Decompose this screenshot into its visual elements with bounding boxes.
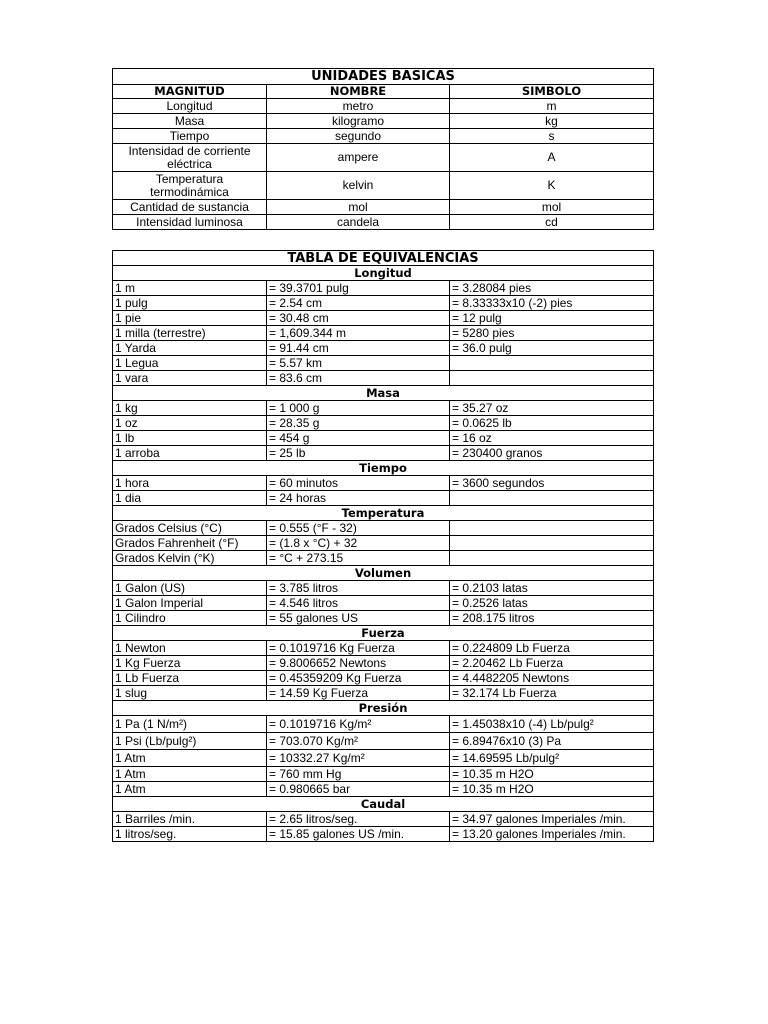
table-row	[113, 215, 654, 230]
alternate-equivalent-cell	[450, 356, 654, 371]
header-magnitud: MAGNITUD	[113, 85, 267, 99]
table-row	[113, 114, 654, 129]
table-row	[113, 782, 654, 797]
alternate-equivalent-cell: = 1.45038x10 (-4) Lb/pulg²	[450, 716, 654, 733]
equivalent-cell: = 30.48 cm	[267, 311, 450, 326]
table-row	[113, 812, 654, 827]
unit-cell: 1 vara	[113, 371, 267, 386]
section-header	[113, 386, 654, 401]
equivalent-cell: = 454 g	[267, 431, 450, 446]
unit-cell: 1 kg	[113, 401, 267, 416]
magnitud-cell: Longitud	[113, 99, 267, 114]
table-row	[113, 431, 654, 446]
nombre-cell: mol	[267, 200, 450, 215]
unit-cell: 1 milla (terrestre)	[113, 326, 267, 341]
nombre-cell: kelvin	[267, 172, 450, 200]
alternate-equivalent-cell: = 14.69595 Lb/pulg²	[450, 750, 654, 767]
alternate-equivalent-cell: = 3.28084 pies	[450, 281, 654, 296]
alternate-equivalent-cell: = 0.0625 lb	[450, 416, 654, 431]
equivalent-cell: = (1.8 x °C) + 32	[267, 536, 450, 551]
header-nombre: NOMBRE	[267, 85, 450, 99]
equivalent-cell: = 2.65 litros/seg.	[267, 812, 450, 827]
unit-cell: 1 Psi (Lb/pulg²)	[113, 733, 267, 750]
alternate-equivalent-cell: = 208.175 litros	[450, 611, 654, 626]
magnitud-cell: Intensidad de corriente eléctrica	[113, 144, 267, 172]
nombre-cell: kilogramo	[267, 114, 450, 129]
magnitud-cell: Intensidad luminosa	[113, 215, 267, 230]
alternate-equivalent-cell	[450, 491, 654, 506]
table-row	[113, 326, 654, 341]
table-row	[113, 476, 654, 491]
unit-cell: 1 Yarda	[113, 341, 267, 356]
equivalent-cell: = 60 minutos	[267, 476, 450, 491]
unit-cell: 1 pie	[113, 311, 267, 326]
table-row	[113, 172, 654, 200]
section-title: Tiempo	[113, 461, 654, 476]
equivalent-cell: = 1 000 g	[267, 401, 450, 416]
table-row	[113, 827, 654, 842]
table-row	[113, 641, 654, 656]
unit-cell: 1 Atm	[113, 767, 267, 782]
table-row	[113, 686, 654, 701]
alternate-equivalent-cell: = 2.20462 Lb Fuerza	[450, 656, 654, 671]
equivalent-cell: = 0.980665 bar	[267, 782, 450, 797]
section-header	[113, 266, 654, 281]
equivalences-title: TABLA DE EQUIVALENCIAS	[113, 251, 654, 266]
header-simbolo: SIMBOLO	[450, 85, 654, 99]
equivalent-cell: = 0.1019716 Kg/m²	[267, 716, 450, 733]
table-row	[113, 144, 654, 172]
basic-units-title: UNIDADES BASICAS	[113, 69, 654, 85]
simbolo-cell: A	[450, 144, 654, 172]
section-header	[113, 797, 654, 812]
unit-cell: 1 Galon (US)	[113, 581, 267, 596]
table-row	[113, 521, 654, 536]
equivalent-cell: = 14.59 Kg Fuerza	[267, 686, 450, 701]
section-header	[113, 506, 654, 521]
table-row	[113, 401, 654, 416]
nombre-cell: metro	[267, 99, 450, 114]
section-header	[113, 626, 654, 641]
alternate-equivalent-cell: = 10.35 m H2O	[450, 782, 654, 797]
section-header	[113, 701, 654, 716]
alternate-equivalent-cell: = 34.97 galones Imperiales /min.	[450, 812, 654, 827]
table-row	[113, 733, 654, 750]
unit-cell: 1 dia	[113, 491, 267, 506]
equivalent-cell: = 10332.27 Kg/m²	[267, 750, 450, 767]
equivalent-cell: = 0.45359209 Kg Fuerza	[267, 671, 450, 686]
equivalent-cell: = 24 horas	[267, 491, 450, 506]
alternate-equivalent-cell	[450, 536, 654, 551]
section-header	[113, 461, 654, 476]
alternate-equivalent-cell	[450, 371, 654, 386]
unit-cell: 1 Atm	[113, 782, 267, 797]
unit-cell: 1 Atm	[113, 750, 267, 767]
equivalent-cell: = 91.44 cm	[267, 341, 450, 356]
equivalent-cell: = 3.785 litros	[267, 581, 450, 596]
magnitud-cell: Temperatura termodinámica	[113, 172, 267, 200]
alternate-equivalent-cell: = 16 oz	[450, 431, 654, 446]
alternate-equivalent-cell: = 6.89476x10 (3) Pa	[450, 733, 654, 750]
alternate-equivalent-cell: = 13.20 galones Imperiales /min.	[450, 827, 654, 842]
section-title: Fuerza	[113, 626, 654, 641]
table-row	[113, 491, 654, 506]
table-row	[113, 551, 654, 566]
table-row	[113, 129, 654, 144]
alternate-equivalent-cell: = 0.2526 latas	[450, 596, 654, 611]
simbolo-cell: mol	[450, 200, 654, 215]
nombre-cell: candela	[267, 215, 450, 230]
unit-cell: Grados Celsius (°C)	[113, 521, 267, 536]
simbolo-cell: kg	[450, 114, 654, 129]
equivalent-cell: = 83.6 cm	[267, 371, 450, 386]
unit-cell: 1 Galon Imperial	[113, 596, 267, 611]
unit-cell: 1 Newton	[113, 641, 267, 656]
alternate-equivalent-cell: = 32.174 Lb Fuerza	[450, 686, 654, 701]
section-title: Longitud	[113, 266, 654, 281]
section-title: Caudal	[113, 797, 654, 812]
alternate-equivalent-cell	[450, 551, 654, 566]
equivalent-cell: = 5.57 km	[267, 356, 450, 371]
nombre-cell: ampere	[267, 144, 450, 172]
nombre-cell: segundo	[267, 129, 450, 144]
table-row	[113, 750, 654, 767]
alternate-equivalent-cell: = 12 pulg	[450, 311, 654, 326]
unit-cell: Grados Kelvin (°K)	[113, 551, 267, 566]
magnitud-cell: Tiempo	[113, 129, 267, 144]
table-row	[113, 536, 654, 551]
unit-cell: 1 Cilindro	[113, 611, 267, 626]
alternate-equivalent-cell	[450, 521, 654, 536]
unit-cell: 1 arroba	[113, 446, 267, 461]
table-row	[113, 656, 654, 671]
table-row	[113, 416, 654, 431]
alternate-equivalent-cell: = 36.0 pulg	[450, 341, 654, 356]
section-title: Presión	[113, 701, 654, 716]
unit-cell: 1 lb	[113, 431, 267, 446]
table-row	[113, 581, 654, 596]
equivalent-cell: = 2.54 cm	[267, 296, 450, 311]
table-row	[113, 281, 654, 296]
basic-units-table	[112, 68, 654, 230]
table-row	[113, 671, 654, 686]
table-row	[113, 296, 654, 311]
table-row	[113, 716, 654, 733]
table-row	[113, 767, 654, 782]
section-header	[113, 566, 654, 581]
unit-cell: 1 hora	[113, 476, 267, 491]
equivalent-cell: = 15.85 galones US /min.	[267, 827, 450, 842]
equivalent-cell: = 1,609.344 m	[267, 326, 450, 341]
equivalent-cell: = 55 galones US	[267, 611, 450, 626]
table-row	[113, 371, 654, 386]
unit-cell: Grados Fahrenheit (°F)	[113, 536, 267, 551]
alternate-equivalent-cell: = 5280 pies	[450, 326, 654, 341]
equivalent-cell: = 0.555 (°F - 32)	[267, 521, 450, 536]
unit-cell: 1 m	[113, 281, 267, 296]
unit-cell: 1 Barriles /min.	[113, 812, 267, 827]
simbolo-cell: cd	[450, 215, 654, 230]
table-row	[113, 356, 654, 371]
equivalent-cell: = 39.3701 pulg	[267, 281, 450, 296]
alternate-equivalent-cell: = 10.35 m H2O	[450, 767, 654, 782]
unit-cell: 1 oz	[113, 416, 267, 431]
equivalent-cell: = 25 lb	[267, 446, 450, 461]
section-title: Temperatura	[113, 506, 654, 521]
table-row	[113, 341, 654, 356]
equivalent-cell: = °C + 273.15	[267, 551, 450, 566]
magnitud-cell: Masa	[113, 114, 267, 129]
equivalences-table	[112, 250, 654, 842]
table-row	[113, 311, 654, 326]
alternate-equivalent-cell: = 0.2103 latas	[450, 581, 654, 596]
alternate-equivalent-cell: = 4.4482205 Newtons	[450, 671, 654, 686]
simbolo-cell: m	[450, 99, 654, 114]
table-row	[113, 611, 654, 626]
alternate-equivalent-cell: = 230400 granos	[450, 446, 654, 461]
equivalent-cell: = 760 mm Hg	[267, 767, 450, 782]
unit-cell: 1 litros/seg.	[113, 827, 267, 842]
equivalent-cell: = 4.546 litros	[267, 596, 450, 611]
alternate-equivalent-cell: = 0.224809 Lb Fuerza	[450, 641, 654, 656]
equivalent-cell: = 703.070 Kg/m²	[267, 733, 450, 750]
unit-cell: 1 slug	[113, 686, 267, 701]
alternate-equivalent-cell: = 35.27 oz	[450, 401, 654, 416]
alternate-equivalent-cell: = 3600 segundos	[450, 476, 654, 491]
simbolo-cell: s	[450, 129, 654, 144]
unit-cell: 1 Legua	[113, 356, 267, 371]
equivalent-cell: = 0.1019716 Kg Fuerza	[267, 641, 450, 656]
unit-cell: 1 Lb Fuerza	[113, 671, 267, 686]
unit-cell: 1 Kg Fuerza	[113, 656, 267, 671]
equivalent-cell: = 9.8006652 Newtons	[267, 656, 450, 671]
table-row	[113, 446, 654, 461]
section-title: Volumen	[113, 566, 654, 581]
simbolo-cell: K	[450, 172, 654, 200]
section-title: Masa	[113, 386, 654, 401]
table-row	[113, 99, 654, 114]
unit-cell: 1 Pa (1 N/m²)	[113, 716, 267, 733]
table-row	[113, 596, 654, 611]
magnitud-cell: Cantidad de sustancia	[113, 200, 267, 215]
table-row	[113, 200, 654, 215]
alternate-equivalent-cell: = 8.33333x10 (-2) pies	[450, 296, 654, 311]
equivalent-cell: = 28.35 g	[267, 416, 450, 431]
unit-cell: 1 pulg	[113, 296, 267, 311]
